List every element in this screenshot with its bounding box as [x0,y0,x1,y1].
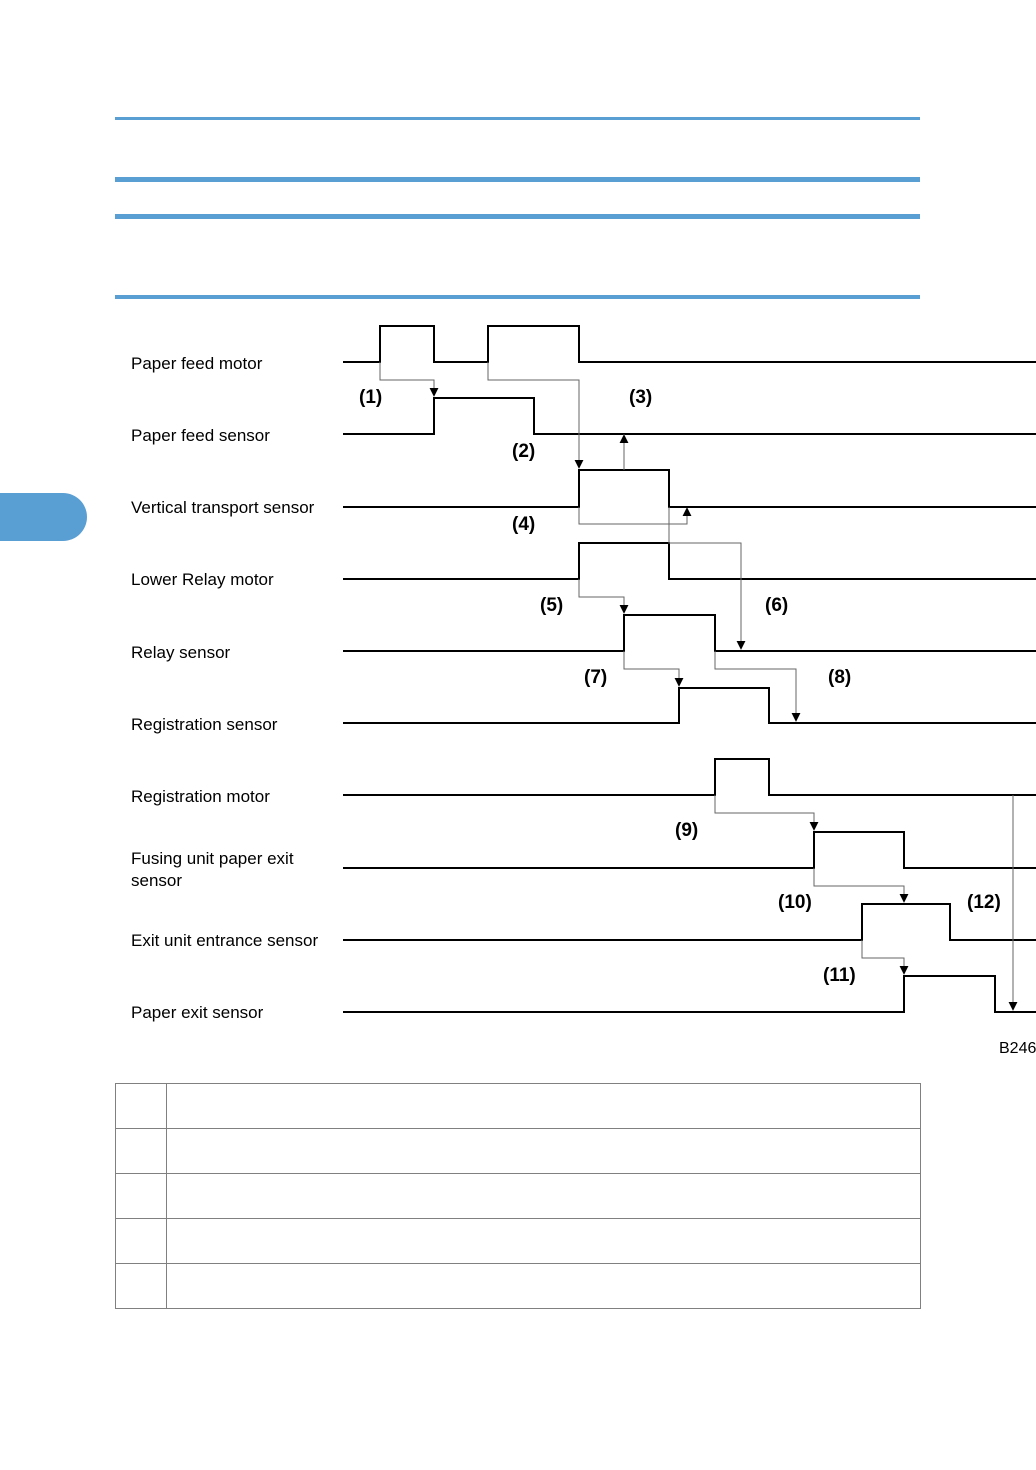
steps-table [115,1083,921,1309]
connector-5 [579,579,624,613]
table-cell-number [116,1264,167,1309]
step-label-1: (1) [359,387,383,408]
signal-labels [131,354,318,1022]
connector-9 [715,795,814,830]
waveform-lower-relay-motor [343,543,1036,579]
signal-label-lower-relay-motor: Lower Relay motor [131,570,274,589]
step-label-3: (3) [629,387,653,408]
signal-label-exit-unit-entrance-sensor: Exit unit entrance sensor [131,931,319,950]
table-cell-description [167,1174,921,1219]
waveform-paper-feed-motor [343,326,1036,362]
step-label-11: (11) [823,965,856,986]
table-cell-description [167,1084,921,1129]
table-row [116,1084,921,1129]
table-cell-number [116,1084,167,1129]
table-cell-number [116,1174,167,1219]
signal-label-registration-motor: Registration motor [131,787,270,806]
step-label-5: (5) [540,595,564,616]
waveform-registration-sensor [343,688,1036,723]
table-cell-number [116,1129,167,1174]
connector-10 [814,868,904,902]
signal-label-fusing-exit-sensor-line2: sensor [131,871,183,890]
connector-8 [715,651,796,721]
step-label-4: (4) [512,514,536,535]
table-row [116,1219,921,1264]
step-label-7: (7) [584,667,608,688]
connector-7 [624,651,679,686]
connector-4 [579,507,687,524]
signal-label-paper-feed-motor: Paper feed motor [131,354,263,373]
connector-1 [380,362,434,396]
step-labels [359,387,1001,986]
step-label-9: (9) [675,820,699,841]
table-cell-description [167,1219,921,1264]
waveforms [343,326,1036,1012]
waveform-paper-feed-sensor [343,398,1036,434]
step-label-10: (10) [778,892,812,913]
step-label-2: (2) [512,441,536,462]
signal-label-fusing-exit-sensor-line1: Fusing unit paper exit [131,849,294,868]
table-cell-number [116,1219,167,1264]
step-label-6: (6) [765,595,789,616]
table-row [116,1174,921,1219]
signal-label-relay-sensor: Relay sensor [131,643,231,662]
signal-label-paper-exit-sensor: Paper exit sensor [131,1003,264,1022]
step-label-8: (8) [828,667,852,688]
figure-code: B246 [999,1040,1036,1057]
waveform-relay-sensor [343,615,1036,651]
signal-label-vertical-transport-sensor: Vertical transport sensor [131,498,315,517]
connector-11 [862,940,904,974]
signal-label-registration-sensor: Registration sensor [131,715,278,734]
table-row [116,1129,921,1174]
table-cell-description [167,1264,921,1309]
signal-label-paper-feed-sensor: Paper feed sensor [131,426,270,445]
waveform-registration-motor [343,759,1036,795]
connectors [380,362,1013,1010]
table-row [116,1264,921,1309]
waveform-vertical-transport-sensor [343,470,1036,507]
waveform-exit-unit-entrance-sensor [343,904,1036,940]
table-cell-description [167,1129,921,1174]
step-label-12: (12) [967,892,1001,913]
waveform-paper-exit-sensor [343,976,1036,1012]
